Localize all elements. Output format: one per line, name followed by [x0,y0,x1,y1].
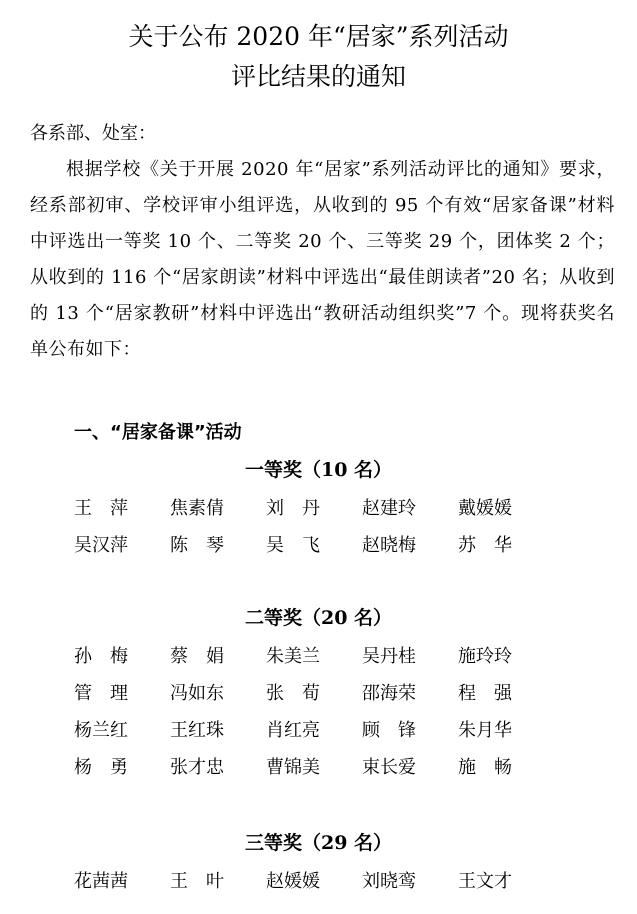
winner-name: 蔡 娟 [170,646,224,667]
salutation: 各系部、处室： [30,123,156,144]
winner-name: 王 萍 [74,498,128,519]
winner-name: 王文才 [458,871,512,892]
winner-name: 施玲玲 [458,646,512,667]
winner-name: 顾 锋 [362,720,416,741]
third-prize-names [74,863,574,900]
body-paragraph: 根据学校《关于开展 2020 年“居家”系列活动评比的通知》要求，经系部初审、学校评审小组评选，从收到的 95 个有效“居家备课”材料中评选出一等奖 10 个、二等奖 20 个、三等奖 29 个，团体奖 2 个；从收到的 116 个“居家朗读”材料中评选出“最佳朗读者”20 名；从收到的 13 个“居家教研”材料中评选出“教研活动组织奖”7 个。现将获奖名单公布如下： [30,159,615,360]
winner-name: 陈 琴 [170,535,224,556]
winner-name: 王红珠 [170,720,224,741]
winner-name: 孙 梅 [74,646,128,667]
winner-name: 刘晓鸾 [362,871,416,892]
winner-name: 吴汉萍 [74,535,128,556]
winner-name: 王 叶 [170,871,224,892]
section-heading: 一、“居家备课”活动 [74,422,242,443]
winner-name: 曹锦美 [266,757,320,778]
winner-name: 张才忠 [170,757,224,778]
award-heading-first-prize: 一等奖（10 名） [244,459,393,481]
winner-name: 朱月华 [458,720,512,741]
winner-name: 刘 丹 [266,498,320,519]
winner-name: 吴 飞 [266,535,320,556]
winner-name: 吴丹桂 [362,646,416,667]
winner-name: 冯如东 [170,683,224,704]
winner-name: 程 强 [458,683,512,704]
winner-name: 张 荀 [266,683,320,704]
winner-name: 花茜茜 [74,871,128,892]
award-heading-third-prize: 三等奖（29 名） [244,832,393,854]
winner-name: 管 理 [74,683,128,704]
winner-name: 施 畅 [458,757,512,778]
winner-name: 杨兰红 [74,720,128,741]
first-prize-names [74,490,574,564]
winner-name: 焦素倩 [170,498,224,519]
document-title-line-1: 关于公布 2020 年“居家”系列活动 [128,22,509,51]
document-title-line-2: 评比结果的通知 [230,62,406,91]
winner-name: 束长爱 [362,757,416,778]
award-heading-second-prize: 二等奖（20 名） [244,607,393,629]
winner-name: 肖红亮 [266,720,320,741]
winner-name: 戴媛媛 [458,498,512,519]
winner-name: 杨 勇 [74,757,128,778]
winner-name: 苏 华 [458,535,512,556]
winner-name: 赵建玲 [362,498,416,519]
winner-name: 赵晓梅 [362,535,416,556]
winner-name: 朱美兰 [266,646,320,667]
winner-name: 赵媛媛 [266,871,320,892]
winner-name: 邵海荣 [362,683,416,704]
second-prize-names [74,638,574,786]
